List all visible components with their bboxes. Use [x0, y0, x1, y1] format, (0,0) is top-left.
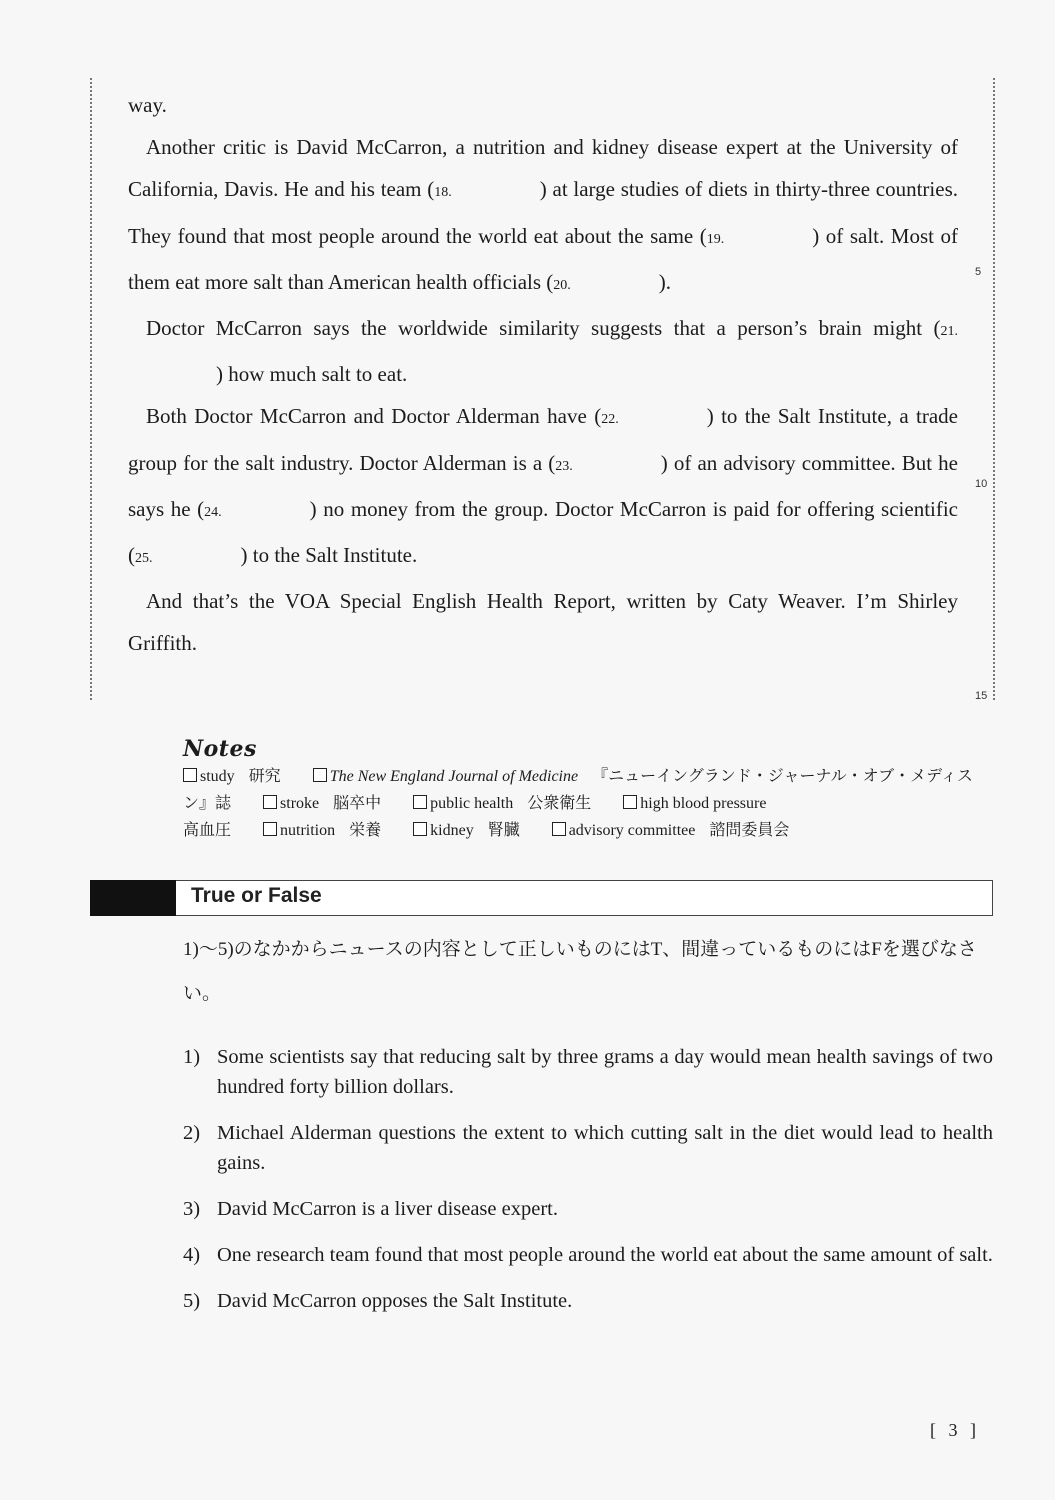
note-term: nutrition [280, 822, 336, 839]
passage [128, 84, 958, 665]
question-number: 3) [183, 1198, 201, 1220]
true-false-header [90, 880, 993, 916]
checkbox-icon[interactable] [263, 795, 277, 809]
line-number-10: 10 [975, 478, 988, 490]
paragraph-5 [128, 580, 958, 664]
paragraph-2-text-c: ) of salt. Most of them eat more salt than American health officials ( [128, 223, 958, 294]
checkbox-icon[interactable] [552, 822, 566, 836]
question-text: One research team found that most people around the world eat about the same amount of salt. [217, 1244, 993, 1266]
note-term: kidney [430, 822, 474, 839]
blank-19: 19. [706, 231, 725, 247]
checkbox-icon[interactable] [413, 795, 427, 809]
paragraph-4-text-c: ) of an advisory committee. But he says he ( [128, 450, 958, 521]
question-text: Some scientists say that reducing salt by three grams a day would mean health savings of two hundred forty billion dollars. [217, 1046, 993, 1098]
passage-frame-left [90, 78, 92, 700]
blank-18: 18. [434, 185, 452, 201]
note-item-public-health [413, 795, 591, 812]
notes-list [183, 763, 983, 844]
notes-section [183, 736, 983, 844]
note-gloss: 諮問委員会 [709, 822, 790, 839]
question-text: David McCarron opposes the Salt Institute. [217, 1290, 573, 1312]
true-false-title: True or False [191, 884, 322, 907]
question-number: 1) [183, 1046, 201, 1068]
note-gloss: 公衆衛生 [527, 795, 592, 812]
note-gloss: 高血圧 [183, 822, 232, 839]
note-term: stroke [280, 795, 320, 812]
paragraph-5-text: And that’s the VOA Special English Health Report, written by Caty Weaver. I’m Shirley Griffith. [128, 589, 958, 656]
note-term: study [200, 768, 235, 785]
line-number-15: 15 [975, 690, 988, 702]
question-number: 2) [183, 1122, 201, 1144]
paragraph-4 [128, 395, 958, 580]
question-item [183, 1240, 993, 1270]
blank-20: 20. [553, 277, 571, 293]
note-item-study [183, 768, 281, 785]
page-number: [ 3 ] [930, 1420, 980, 1440]
note-gloss: 栄養 [349, 822, 382, 839]
question-item [183, 1118, 993, 1178]
paragraph-2-text-b: ) at large studies of diets in thirty-three countries. They found that most people around the world eat about the same ( [128, 177, 958, 248]
line-number-5: 5 [975, 266, 982, 278]
question-item [183, 1194, 993, 1224]
checkbox-icon[interactable] [313, 768, 327, 782]
note-gloss: 脳卒中 [333, 795, 382, 812]
paragraph-4-text-d: ) no money from the group. Doctor McCarron is paid for offering scientific ( [128, 496, 959, 568]
note-term: public health [430, 795, 514, 812]
note-item-high-blood-pressure [623, 795, 766, 812]
checkbox-icon[interactable] [413, 822, 427, 836]
blank-25: 25. [135, 551, 153, 567]
note-item-kidney [413, 822, 520, 839]
paragraph-3 [128, 307, 958, 395]
blank-24: 24. [204, 504, 222, 520]
note-term: high blood pressure [640, 795, 767, 812]
paragraph-3-text-b: ) how much salt to eat. [216, 362, 408, 387]
paragraph-2-text-d: ). [658, 269, 672, 294]
note-item-advisory-committee [552, 822, 790, 839]
note-item-high-blood-pressure-gloss [183, 822, 231, 839]
true-false-questions [183, 1042, 993, 1332]
paragraph-4-text-b: ) to the Salt Institute, a trade group for the salt industry. Doctor Alderman is a ( [128, 404, 958, 475]
note-term: The New England Journal of Medicine [329, 768, 579, 785]
paragraph-1-text: way. [128, 93, 167, 117]
blank-23: 23. [555, 458, 573, 474]
paragraph-1 [128, 84, 958, 126]
paragraph-3-text-a: Doctor McCarron says the worldwide similarity suggests that a person’s brain might ( [146, 316, 941, 341]
checkbox-icon[interactable] [263, 822, 277, 836]
checkbox-icon[interactable] [183, 768, 197, 782]
question-item [183, 1042, 993, 1102]
question-number: 5) [183, 1290, 201, 1312]
notes-title: Notes [183, 736, 257, 762]
note-gloss: 腎臓 [487, 822, 520, 839]
note-gloss: 研究 [248, 768, 281, 785]
true-false-instruction: 1)〜5)のなかからニュースの内容として正しいものにはT、間違っているものにはFを選びなさい。 [183, 939, 977, 1004]
checkbox-icon[interactable] [623, 795, 637, 809]
question-text: Michael Alderman questions the extent to which cutting salt in the diet would lead to health gains. [217, 1122, 993, 1174]
passage-frame-right [993, 78, 995, 700]
blank-22: 22. [601, 412, 619, 428]
note-item-stroke [263, 795, 381, 812]
note-term: advisory committee [568, 822, 696, 839]
note-item-nutrition [263, 822, 381, 839]
paragraph-2-text-a: Another critic is David McCarron, a nutrition and kidney disease expert at the University of California, Davis. He and his team ( [128, 135, 958, 202]
paragraph-4-text-a: Both Doctor McCarron and Doctor Alderman have ( [146, 404, 602, 429]
question-item [183, 1286, 993, 1316]
note-gloss: 『ニューイングランド・ジャーナル・オブ・メディスン』誌 [183, 768, 973, 812]
true-false-header-block [90, 880, 176, 916]
paragraph-4-text-e: ) to the Salt Institute. [240, 543, 418, 568]
question-number: 4) [183, 1244, 201, 1266]
paragraph-2 [128, 126, 958, 307]
blank-21: 21. [940, 324, 958, 340]
question-text: David McCarron is a liver disease expert. [217, 1198, 558, 1220]
